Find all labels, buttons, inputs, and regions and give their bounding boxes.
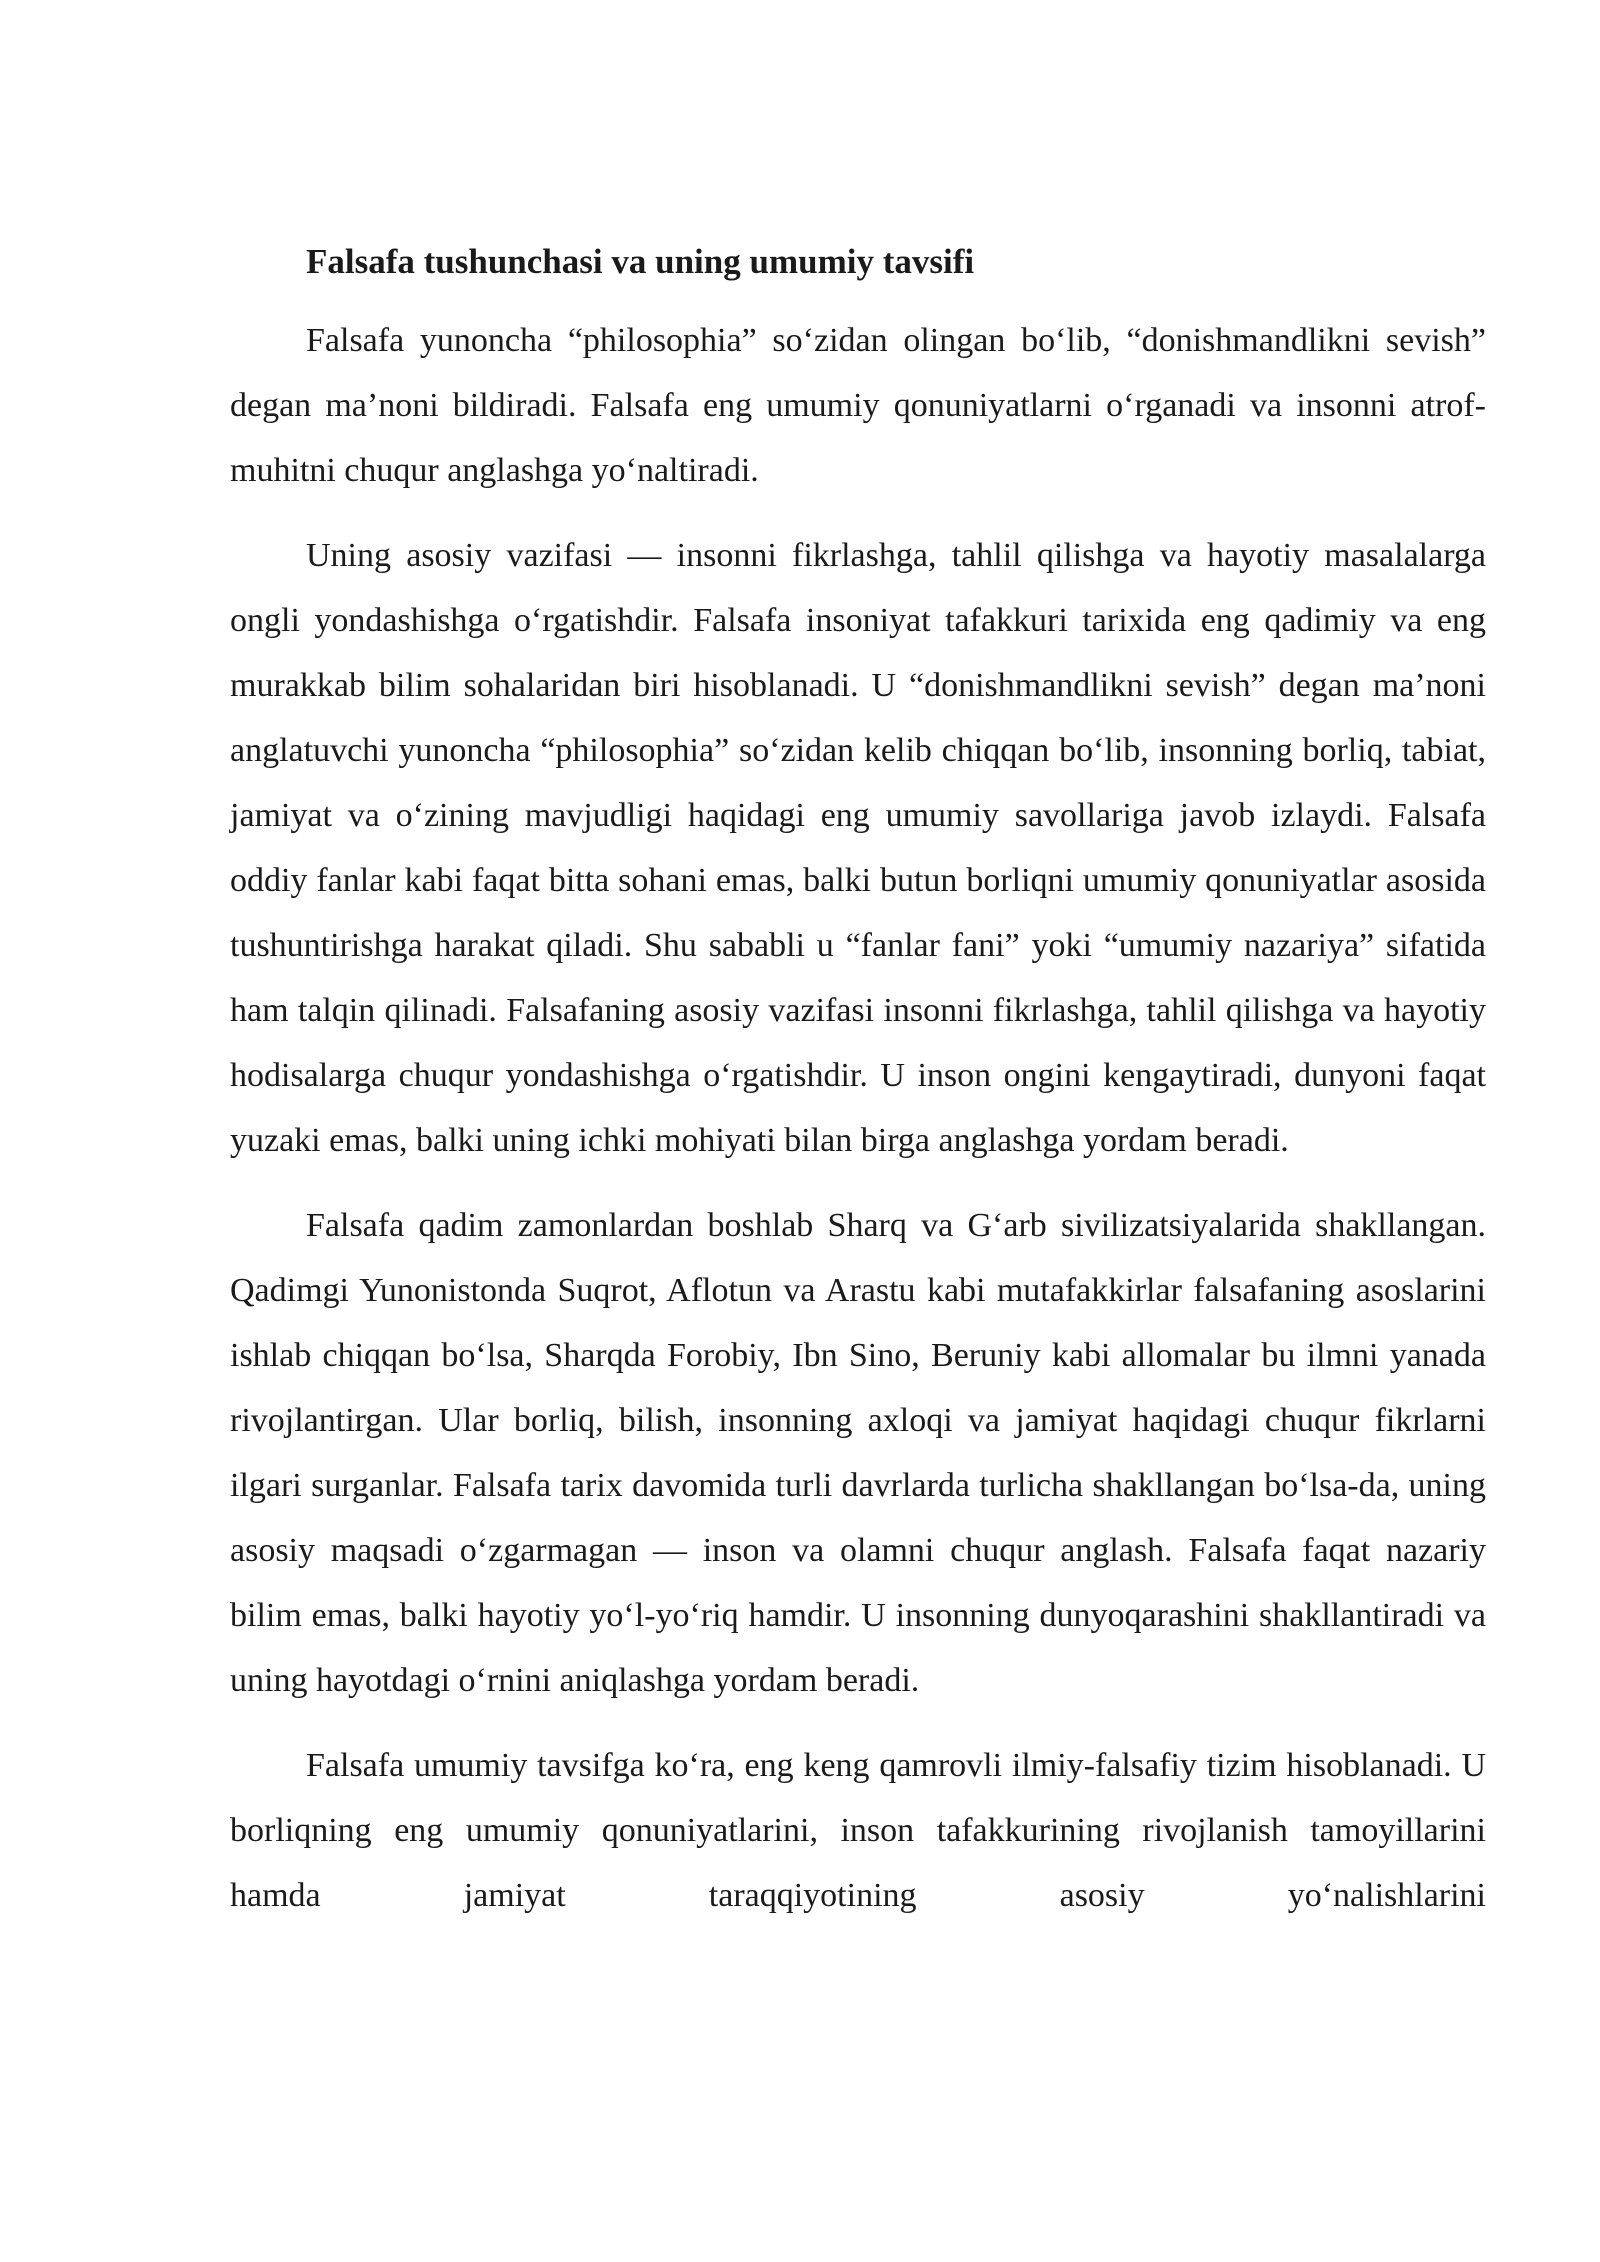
paragraph-4: Falsafa umumiy tavsifga ko‘ra, eng keng qamrovli ilmiy-falsafiy tizim hisoblanadi. U borliqning eng umumiy qonuniyatlarini, inson tafakkurining rivojlanish tamoyillarini hamda jamiyat taraqqiyotining asosiy yo‘nalishlarini (230, 1747, 1486, 1914)
paragraph-1: Falsafa yunoncha “philosophia” so‘zidan olingan bo‘lib, “donishmandlikni sevish” degan ma’noni bildiradi. Falsafa eng umumiy qonuniyatlarni o‘rganadi va insonni atrof-muhitni chuqur anglashga yo‘naltiradi. (230, 322, 1486, 489)
paragraph-2: Uning asosiy vazifasi — insonni fikrlashga, tahlil qilishga va hayotiy masalalarga ongli yondashishga o‘rgatishdir. Falsafa insoniyat tafakkuri tarixida eng qadimiy va eng murakkab bilim sohalaridan biri hisoblanadi. U “donishmandlikni sevish” degan ma’noni anglatuvchi yunoncha “philosophia” so‘zidan kelib chiqqan bo‘lib, insonning borliq, tabiat, jamiyat va o‘zining mavjudligi haqidagi eng umumiy savollariga javob izlaydi. Falsafa oddiy fanlar kabi faqat bitta sohani emas, balki butun borliqni umumiy qonuniyatlar asosida tushuntirishga harakat qiladi. Shu sababli u “fanlar fani” yoki “umumiy nazariya” sifatida ham talqin qilinadi. Falsafaning asosiy vazifasi insonni fikrlashga, tahlil qilishga va hayotiy hodisalarga chuqur yondashishga o‘rgatishdir. U inson ongini kengaytiradi, dunyoni faqat yuzaki emas, balki uning ichki mohiyati bilan birga anglashga yordam beradi. (230, 537, 1486, 1159)
paragraph-3: Falsafa qadim zamonlardan boshlab Sharq va G‘arb sivilizatsiyalarida shakllangan. Qadimgi Yunonistonda Suqrot, Aflotun va Arastu kabi mutafakkirlar falsafaning asoslarini ishlab chiqqan bo‘lsa, Sharqda Forobiy, Ibn Sino, Beruniy kabi allomalar bu ilmni yanada rivojlantirgan. Ular borliq, bilish, insonning axloqi va jamiyat haqidagi chuqur fikrlarni ilgari surganlar. Falsafa tarix davomida turli davrlarda turlicha shakllangan bo‘lsa-da, uning asosiy maqsadi o‘zgarmagan — inson va olamni chuqur anglash. Falsafa faqat nazariy bilim emas, balki hayotiy yo‘l-yo‘riq hamdir. U insonning dunyoqarashini shakllantiradi va uning hayotdagi o‘rnini aniqlashga yordam beradi. (230, 1207, 1486, 1699)
section-heading: Falsafa tushunchasi va uning umumiy tavsifi (306, 242, 975, 281)
document-body (230, 238, 1486, 1948)
